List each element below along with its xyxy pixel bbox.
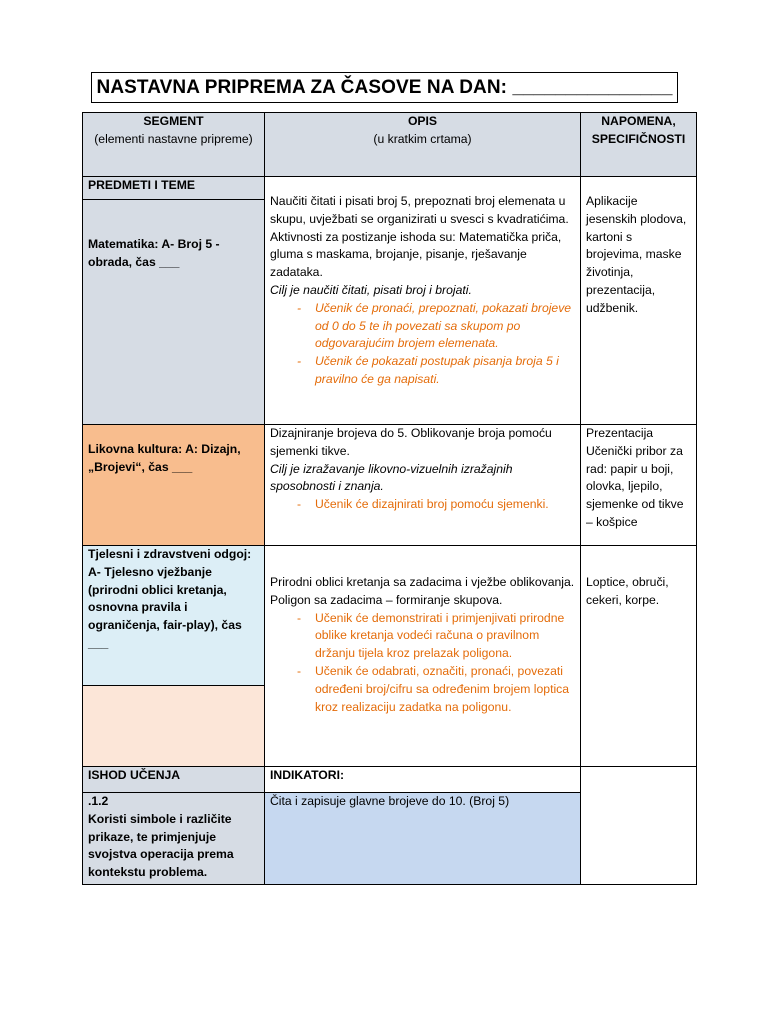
- header-opis-title: OPIS: [407, 114, 438, 128]
- header-row: [83, 113, 697, 177]
- matematika-opis-cell: [265, 177, 581, 425]
- list-item: - Učenik će odabrati, označiti, pronaći, povezati određeni broj/cifru sa određenim brojem loptica kroz realizaciju zadatka na poligonu.: [297, 663, 575, 716]
- matematika-cilj: Cilj je naučiti čitati, pisati broj i brojati.: [270, 282, 472, 297]
- tjelesni-opis: Prirodni oblici kretanja sa zadacima i vježbe oblikovanja. Poligon sa zadacima – formiranje skupova.: [270, 575, 575, 607]
- ishod-napomena-cell: [581, 767, 697, 885]
- header-opis: [265, 113, 581, 177]
- matematika-segment-cell: [83, 200, 265, 425]
- header-opis-subtitle: (u kratkim crtama): [373, 131, 472, 146]
- header-segment: [83, 113, 265, 177]
- indikator-text: Čita i zapisuje glavne brojeve do 10. (Broj 5): [270, 794, 510, 808]
- lesson-plan-table: [82, 112, 697, 885]
- tjelesni-outcomes: [270, 610, 575, 717]
- likovna-napomena-cell: [581, 425, 697, 546]
- header-segment-title: SEGMENT: [143, 114, 204, 128]
- likovna-cilj: Cilj je izražavanje likovno-vizuelnih izražajnih sposobnosti i znanja.: [270, 461, 513, 494]
- list-item: - Učenik će dizajnirati broj pomoću sjemenki.: [297, 496, 575, 514]
- tjelesni-segment-cell: [83, 546, 265, 686]
- matematika-opis: Naučiti čitati i pisati broj 5, prepoznati broj elemenata u skupu, uvježbati se organizirati u svesci s kvadratićima. Aktivnosti za postizanje ishoda su: Matematička priča, gluma s maskama, brojanje, pisanje, rješavanje zadataka.: [270, 194, 569, 280]
- matematika-napomena: Aplikacije jesenskih plodova, kartoni s brojevima, maske životinja, prezentacija, udžbenik.: [586, 194, 687, 315]
- empty-segment-cell: [83, 686, 265, 767]
- matematika-napomena-cell: [581, 177, 697, 425]
- likovna-opis: Dizajniranje brojeva do 5. Oblikovanje broja pomoću sjemenki tikve.: [270, 426, 552, 458]
- tjelesni-napomena: Loptice, obruči, cekeri, korpe.: [586, 575, 669, 607]
- tjelesni-napomena-cell: [581, 546, 697, 767]
- header-napomena-line2: SPECIFIČNOSTI: [591, 131, 686, 146]
- likovna-segment: Likovna kultura: A: Dizajn, „Brojevi“, čas ___: [88, 442, 241, 474]
- tjelesni-row: [83, 546, 697, 686]
- list-item: - Učenik će pokazati postupak pisanja broja 5 i pravilno će ga napisati.: [297, 353, 575, 389]
- list-item: - Učenik će demonstrirati i primjenjivati prirodne oblike kretanja vodeći računa o pravilnom držanju tijela kroz prelazak poligona.: [297, 610, 575, 663]
- likovna-opis-cell: [265, 425, 581, 546]
- matematika-segment: Matematika: A- Broj 5 -obrada, čas ___: [88, 237, 220, 269]
- list-item: - Učenik će pronaći, prepoznati, pokazati brojeve od 0 do 5 te ih povezati sa skupom po odgovarajućim brojem elemenata.: [297, 300, 575, 353]
- ishod-header-row: [83, 767, 697, 793]
- header-napomena: [581, 113, 697, 177]
- ishod-code: .1.2: [88, 794, 109, 808]
- likovna-outcomes: [270, 496, 575, 514]
- predmeti-label: PREDMETI I TEME: [83, 177, 265, 200]
- likovna-row: [83, 425, 697, 546]
- predmeti-row: [83, 177, 697, 200]
- likovna-napomena: Prezentacija Učenički pribor za rad: papir u boji, olovka, ljepilo, sjemenke od tikve – košpice: [586, 426, 684, 529]
- ishod-label: ISHOD UČENJA: [83, 767, 265, 793]
- matematika-outcomes: [270, 300, 575, 389]
- header-napomena-line1: NAPOMENA,: [601, 114, 676, 128]
- page-title: NASTAVNA PRIPREMA ZA ČASOVE NA DAN: _______________: [91, 72, 678, 103]
- ishod-text: Koristi simbole i različite prikaze, te primjenjuje svojstva operacija prema kontekstu problema.: [88, 811, 234, 880]
- tjelesni-segment: Tjelesni i zdravstveni odgoj: A- Tjelesno vježbanje (prirodni oblici kretanja, osnovna pravila i ograničenja, fair-play), čas ___: [88, 547, 252, 650]
- ishod-segment-cell: [83, 793, 265, 885]
- tjelesni-opis-cell: [265, 546, 581, 767]
- indikator-cell: [265, 793, 581, 885]
- likovna-segment-cell: [83, 425, 265, 546]
- indikatori-label: INDIKATORI:: [265, 767, 581, 793]
- header-segment-subtitle: (elementi nastavne pripreme): [94, 131, 253, 146]
